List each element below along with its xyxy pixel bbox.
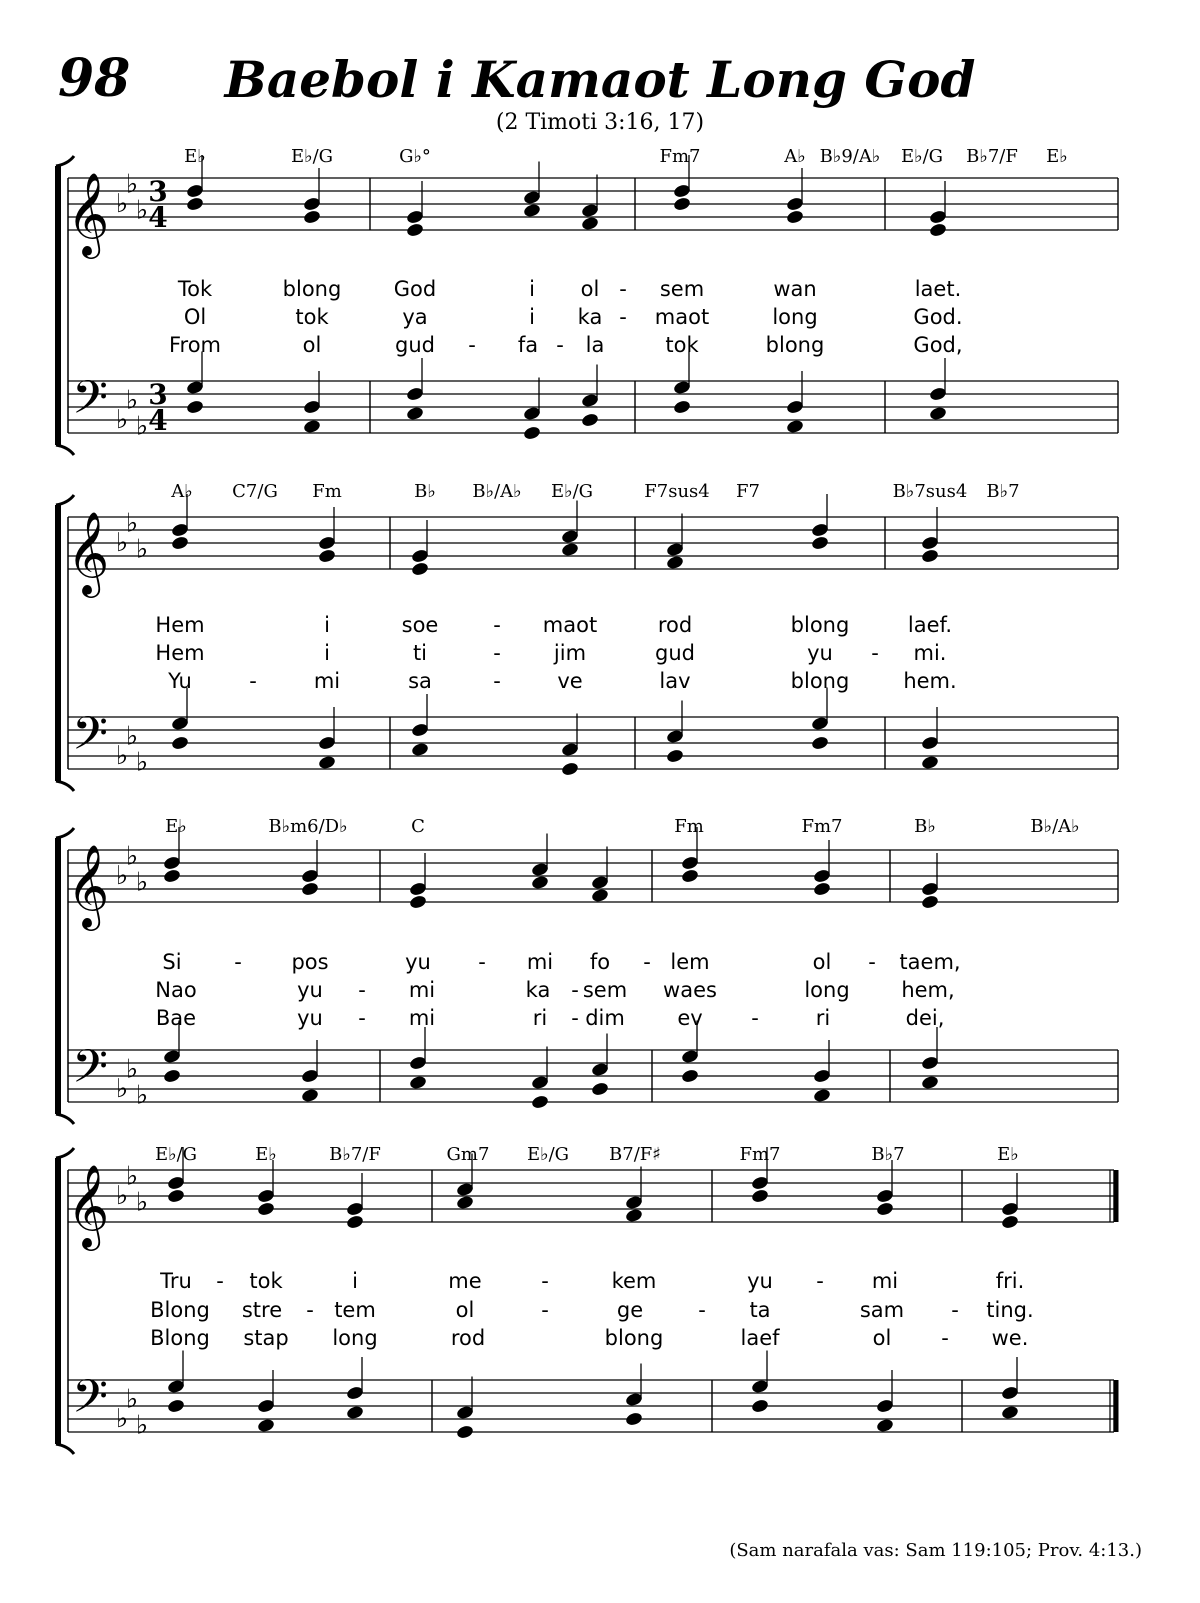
bass-clef-icon: 𝄢 xyxy=(71,371,109,436)
key-flat-icon: ♭ xyxy=(125,385,139,416)
lyric-syllable: mi xyxy=(871,1269,899,1293)
bass-notehead xyxy=(531,1094,550,1110)
chord-symbol: B♭m6/D♭ xyxy=(268,816,348,837)
lyric-syllable: rod xyxy=(450,1326,486,1350)
bass-notehead xyxy=(523,425,542,441)
time-signature-denominator: 4 xyxy=(148,404,168,437)
lyric-syllable: maot xyxy=(542,613,598,637)
chord-symbol: B♭/A♭ xyxy=(472,481,522,502)
chord-symbol: Fm xyxy=(312,481,342,502)
bass-notehead xyxy=(303,419,322,435)
chord-symbol: G♭° xyxy=(399,146,431,167)
lyric-syllable: tem xyxy=(334,1298,376,1322)
chord-symbol: B♭/A♭ xyxy=(1030,816,1080,837)
lyric-syllable: ol xyxy=(872,1326,892,1350)
lyric-syllable: long xyxy=(804,978,850,1002)
treble-clef-icon: 𝄞 xyxy=(66,171,110,255)
key-flat-icon: ♭ xyxy=(135,411,149,442)
treble-notehead xyxy=(625,1208,644,1224)
lyric-syllable: stap xyxy=(243,1326,289,1350)
bass-clef-icon: 𝄢 xyxy=(71,1370,109,1435)
bass-notehead xyxy=(346,1405,365,1421)
lyric-syllable: From xyxy=(168,333,222,357)
lyric-syllable: taem, xyxy=(899,950,961,974)
treble-notehead xyxy=(163,868,182,884)
key-flat-icon: ♭ xyxy=(125,841,139,872)
bass-notehead xyxy=(876,1418,895,1434)
lyric-syllable: Tok xyxy=(177,277,213,301)
lyric-syllable: - xyxy=(556,333,564,357)
key-flat-icon: ♭ xyxy=(115,189,129,219)
bracket-hook-top xyxy=(56,495,74,505)
lyric-syllable: tok xyxy=(295,305,329,329)
lyric-syllable: blong xyxy=(790,669,850,693)
bass-notehead xyxy=(813,1088,832,1104)
lyric-syllable: hem. xyxy=(903,669,957,693)
bass-notehead xyxy=(171,735,190,751)
bass-notehead xyxy=(811,735,830,751)
lyric-syllable: kem xyxy=(611,1269,657,1293)
treble-notehead xyxy=(456,1195,475,1211)
treble-notehead xyxy=(666,555,685,571)
lyric-syllable: ge xyxy=(616,1298,644,1322)
key-flat-icon: ♭ xyxy=(115,1181,129,1211)
treble-notehead xyxy=(171,535,190,551)
treble-clef-icon: 𝄞 xyxy=(66,1163,110,1247)
lyric-syllable: Ol xyxy=(183,305,207,329)
bracket-hook-bottom xyxy=(56,781,74,791)
lyric-syllable: God, xyxy=(913,333,963,357)
treble-notehead xyxy=(591,888,610,904)
bass-notehead xyxy=(167,1398,186,1414)
bass-notehead xyxy=(409,1075,428,1091)
lyric-syllable: pos xyxy=(291,950,329,974)
footer-reference: (Sam narafala vas: Sam 119:105; Prov. 4:13.) xyxy=(729,1540,1142,1561)
bracket-hook-bottom xyxy=(56,1114,74,1124)
key-flat-icon: ♭ xyxy=(115,405,129,435)
lyric-syllable: gud xyxy=(655,641,695,665)
chord-symbol: E♭ xyxy=(1046,146,1068,167)
lyric-syllable: - xyxy=(941,1326,949,1350)
lyric-syllable: sem xyxy=(582,978,628,1002)
lyric-syllable: dim xyxy=(585,1006,625,1030)
treble-notehead xyxy=(167,1188,186,1204)
lyric-syllable: i xyxy=(529,277,535,301)
lyric-syllable: ting. xyxy=(986,1298,1034,1322)
key-flat-icon: ♭ xyxy=(115,528,129,558)
key-flat-icon: ♭ xyxy=(115,1404,129,1434)
scripture-reference: (2 Timoti 3:16, 17) xyxy=(495,110,705,135)
lyric-syllable: laef xyxy=(740,1326,780,1350)
lyric-syllable: ol xyxy=(455,1298,475,1322)
lyric-syllable: stre xyxy=(241,1298,283,1322)
lyric-syllable: gud xyxy=(395,333,435,357)
lyric-syllable: blong xyxy=(282,277,342,301)
chord-symbol: C xyxy=(411,816,425,837)
lyric-syllable: tok xyxy=(665,333,699,357)
lyric-syllable: maot xyxy=(654,305,710,329)
lyric-syllable: - xyxy=(249,669,257,693)
chord-symbol: E♭ xyxy=(184,146,206,167)
lyric-syllable: i xyxy=(324,613,330,637)
lyric-syllable: - xyxy=(216,1269,224,1293)
lyric-syllable: mi xyxy=(313,669,341,693)
lyric-syllable: hem, xyxy=(901,978,955,1002)
lyric-syllable: - xyxy=(643,950,651,974)
bass-notehead xyxy=(406,406,425,422)
treble-notehead xyxy=(346,1214,365,1230)
lyric-syllable: wan xyxy=(773,277,817,301)
key-flat-icon: ♭ xyxy=(115,861,129,891)
bracket-hook-top xyxy=(56,156,74,166)
lyric-syllable: i xyxy=(352,1269,358,1293)
lyric-syllable: blong xyxy=(765,333,825,357)
lyric-syllable: yu xyxy=(807,641,833,665)
lyric-syllable: - xyxy=(571,1006,579,1030)
key-flat-icon: ♭ xyxy=(125,721,139,752)
bass-notehead xyxy=(1001,1405,1020,1421)
lyric-syllable: dei, xyxy=(905,1006,945,1030)
treble-notehead xyxy=(581,216,600,232)
lyric-syllable: - xyxy=(698,1298,706,1322)
treble-notehead xyxy=(523,203,542,219)
lyric-syllable: yu xyxy=(297,1006,323,1030)
lyric-syllable: sem xyxy=(659,277,705,301)
lyric-syllable: - xyxy=(493,669,501,693)
bass-notehead xyxy=(456,1424,475,1440)
chord-symbol: Fm7 xyxy=(801,816,843,837)
bass-notehead xyxy=(411,742,430,758)
key-flat-icon: ♭ xyxy=(135,1080,149,1111)
chord-symbol: B♭ xyxy=(414,481,436,502)
hymn-number: 98 xyxy=(58,48,131,109)
lyric-syllable: mi xyxy=(408,1006,436,1030)
lyric-syllable: - xyxy=(541,1298,549,1322)
lyric-syllable: yu xyxy=(747,1269,773,1293)
chord-symbol: Fm xyxy=(674,816,704,837)
bracket-hook-bottom xyxy=(56,445,74,455)
treble-clef-icon: 𝄞 xyxy=(66,843,110,927)
lyric-syllable: sam xyxy=(859,1298,905,1322)
chord-symbol: Gm7 xyxy=(446,1144,490,1165)
lyric-syllable: laet. xyxy=(914,277,962,301)
chord-symbol: E♭ xyxy=(997,1144,1019,1165)
key-flat-icon: ♭ xyxy=(125,508,139,539)
chord-symbol: F7sus4 xyxy=(644,481,710,502)
treble-notehead xyxy=(318,548,337,564)
key-flat-icon: ♭ xyxy=(125,169,139,200)
lyric-syllable: i xyxy=(529,305,535,329)
lyric-syllable: yu xyxy=(297,978,323,1002)
lyric-syllable: - xyxy=(751,1006,759,1030)
lyric-syllable: Tru xyxy=(160,1269,192,1293)
lyric-syllable: - xyxy=(619,277,627,301)
chord-symbol: B♭7/F xyxy=(966,146,1018,167)
treble-notehead xyxy=(409,894,428,910)
chord-symbol: Fm7 xyxy=(739,1144,781,1165)
lyric-syllable: - xyxy=(619,305,627,329)
treble-notehead xyxy=(257,1201,276,1217)
lyric-syllable: Hem xyxy=(155,613,205,637)
treble-notehead xyxy=(301,881,320,897)
key-flat-icon: ♭ xyxy=(115,741,129,771)
lyric-syllable: ta xyxy=(749,1298,771,1322)
lyric-syllable: lav xyxy=(659,669,691,693)
chord-symbol: E♭/G xyxy=(290,146,334,167)
chord-symbol: E♭/G xyxy=(900,146,944,167)
lyric-syllable: - xyxy=(493,613,501,637)
treble-notehead xyxy=(1001,1214,1020,1230)
lyric-syllable: fri. xyxy=(995,1269,1025,1293)
treble-notehead xyxy=(673,196,692,212)
bass-clef-icon: 𝄢 xyxy=(71,1040,109,1105)
lyric-syllable: me xyxy=(448,1269,482,1293)
lyric-syllable: blong xyxy=(604,1326,664,1350)
key-flat-icon: ♭ xyxy=(125,1054,139,1085)
treble-notehead xyxy=(929,222,948,238)
lyric-syllable: - xyxy=(358,978,366,1002)
lyric-syllable: lem xyxy=(670,950,710,974)
chord-symbol: B♭7sus4 xyxy=(892,481,968,502)
lyric-syllable: - xyxy=(468,333,476,357)
bracket-hook-bottom xyxy=(56,1444,74,1454)
key-flat-icon: ♭ xyxy=(135,195,149,226)
lyric-syllable: jim xyxy=(553,641,587,665)
key-flat-icon: ♭ xyxy=(135,747,149,778)
lyric-syllable: ka xyxy=(525,978,551,1002)
treble-notehead xyxy=(786,209,805,225)
lyric-syllable: i xyxy=(324,641,330,665)
chord-symbol: E♭/G xyxy=(154,1144,198,1165)
chord-symbol: E♭ xyxy=(255,1144,277,1165)
bass-notehead xyxy=(673,399,692,415)
lyric-syllable: sa xyxy=(408,669,432,693)
bass-notehead xyxy=(318,755,337,771)
treble-notehead xyxy=(921,894,940,910)
bass-clef-icon: 𝄢 xyxy=(71,707,109,772)
key-flat-icon: ♭ xyxy=(135,867,149,898)
lyric-syllable: - xyxy=(951,1298,959,1322)
lyric-syllable: long xyxy=(332,1326,378,1350)
lyric-syllable: ve xyxy=(557,669,583,693)
chord-symbol: E♭ xyxy=(165,816,187,837)
treble-notehead xyxy=(921,548,940,564)
hymn-title: Baebol i Kamaot Long God xyxy=(224,50,976,109)
key-flat-icon: ♭ xyxy=(135,534,149,565)
chord-symbol: Fm7 xyxy=(659,146,701,167)
bass-notehead xyxy=(257,1418,276,1434)
lyric-syllable: Si xyxy=(162,950,182,974)
lyric-syllable: - xyxy=(306,1298,314,1322)
lyric-syllable: ri xyxy=(532,1006,548,1030)
lyric-syllable: soe xyxy=(401,613,439,637)
bass-notehead xyxy=(929,406,948,422)
bass-notehead xyxy=(625,1411,644,1427)
lyric-syllable: Yu xyxy=(168,669,192,693)
chord-symbol: E♭/G xyxy=(526,1144,570,1165)
lyric-syllable: - xyxy=(358,1006,366,1030)
lyric-syllable: - xyxy=(234,950,242,974)
bass-notehead xyxy=(921,1075,940,1091)
chord-symbol: B♭7 xyxy=(871,1144,905,1165)
bass-notehead xyxy=(591,1081,610,1097)
chord-symbol: B♭7 xyxy=(986,481,1020,502)
bass-notehead xyxy=(561,761,580,777)
lyric-syllable: ti xyxy=(412,641,428,665)
chord-symbol: F7 xyxy=(736,481,760,502)
bass-notehead xyxy=(186,399,205,415)
treble-notehead xyxy=(411,561,430,577)
lyric-syllable: long xyxy=(772,305,818,329)
lyric-syllable: Hem xyxy=(155,641,205,665)
lyric-syllable: waes xyxy=(663,978,717,1002)
lyric-syllable: fa xyxy=(517,333,539,357)
time-signature-numerator: 3 xyxy=(148,378,168,411)
lyric-syllable: mi xyxy=(408,978,436,1002)
treble-notehead xyxy=(406,222,425,238)
lyric-syllable: God xyxy=(393,277,437,301)
bracket-hook-top xyxy=(56,1148,74,1158)
treble-notehead xyxy=(186,196,205,212)
treble-notehead xyxy=(876,1201,895,1217)
bass-notehead xyxy=(751,1398,770,1414)
lyric-syllable: rod xyxy=(657,613,693,637)
lyric-syllable: Blong xyxy=(150,1326,210,1350)
lyric-syllable: mi xyxy=(526,950,554,974)
chord-symbol: C7/G xyxy=(232,481,278,502)
lyric-syllable: ol xyxy=(302,333,322,357)
chord-symbol: A♭ xyxy=(171,481,193,502)
lyric-syllable: God. xyxy=(913,305,963,329)
lyric-syllable: yu xyxy=(405,950,431,974)
lyric-syllable: mi. xyxy=(913,641,947,665)
lyric-syllable: - xyxy=(493,641,501,665)
lyric-syllable: ka xyxy=(577,305,603,329)
lyric-syllable: ri xyxy=(815,1006,831,1030)
chord-symbol: B♭ xyxy=(914,816,936,837)
lyric-syllable: la xyxy=(585,333,605,357)
key-flat-icon: ♭ xyxy=(125,1161,139,1192)
key-flat-icon: ♭ xyxy=(125,1384,139,1415)
key-flat-icon: ♭ xyxy=(115,1074,129,1104)
lyric-syllable: - xyxy=(816,1269,824,1293)
lyric-syllable: fo xyxy=(589,950,611,974)
lyric-syllable: Blong xyxy=(150,1298,210,1322)
bass-notehead xyxy=(581,412,600,428)
bracket-hook-top xyxy=(56,828,74,838)
treble-notehead xyxy=(813,881,832,897)
lyric-syllable: Nao xyxy=(155,978,197,1002)
lyric-syllable: Bae xyxy=(155,1006,197,1030)
lyric-syllable: tok xyxy=(249,1269,283,1293)
treble-clef-icon: 𝄞 xyxy=(66,510,110,594)
bass-notehead xyxy=(163,1068,182,1084)
bass-notehead xyxy=(786,419,805,435)
lyric-syllable: blong xyxy=(790,613,850,637)
chord-symbol: E♭/G xyxy=(550,481,594,502)
key-flat-icon: ♭ xyxy=(135,1410,149,1441)
chord-symbol: B♭9/A♭ xyxy=(819,146,881,167)
time-signature-denominator: 4 xyxy=(148,201,168,234)
treble-notehead xyxy=(303,209,322,225)
treble-notehead xyxy=(531,875,550,891)
bass-notehead xyxy=(301,1088,320,1104)
lyric-syllable: ol xyxy=(812,950,832,974)
treble-notehead xyxy=(811,535,830,551)
lyric-syllable: ev xyxy=(677,1006,703,1030)
lyric-syllable: laef. xyxy=(907,613,953,637)
lyric-syllable: - xyxy=(868,950,876,974)
bass-notehead xyxy=(666,748,685,764)
bass-notehead xyxy=(921,755,940,771)
lyric-syllable: - xyxy=(871,641,879,665)
lyric-syllable: we. xyxy=(991,1326,1029,1350)
lyric-syllable: - xyxy=(541,1269,549,1293)
chord-symbol: A♭ xyxy=(784,146,806,167)
chord-symbol: B♭7/F xyxy=(329,1144,381,1165)
time-signature-numerator: 3 xyxy=(148,175,168,208)
lyric-syllable: ya xyxy=(402,305,428,329)
treble-notehead xyxy=(751,1188,770,1204)
bass-notehead xyxy=(681,1068,700,1084)
lyric-syllable: - xyxy=(478,950,486,974)
chord-symbol: B7/F♯ xyxy=(609,1144,661,1165)
key-flat-icon: ♭ xyxy=(135,1187,149,1218)
treble-notehead xyxy=(561,542,580,558)
lyric-syllable: ol xyxy=(580,277,600,301)
treble-notehead xyxy=(681,868,700,884)
lyric-syllable: - xyxy=(571,978,579,1002)
